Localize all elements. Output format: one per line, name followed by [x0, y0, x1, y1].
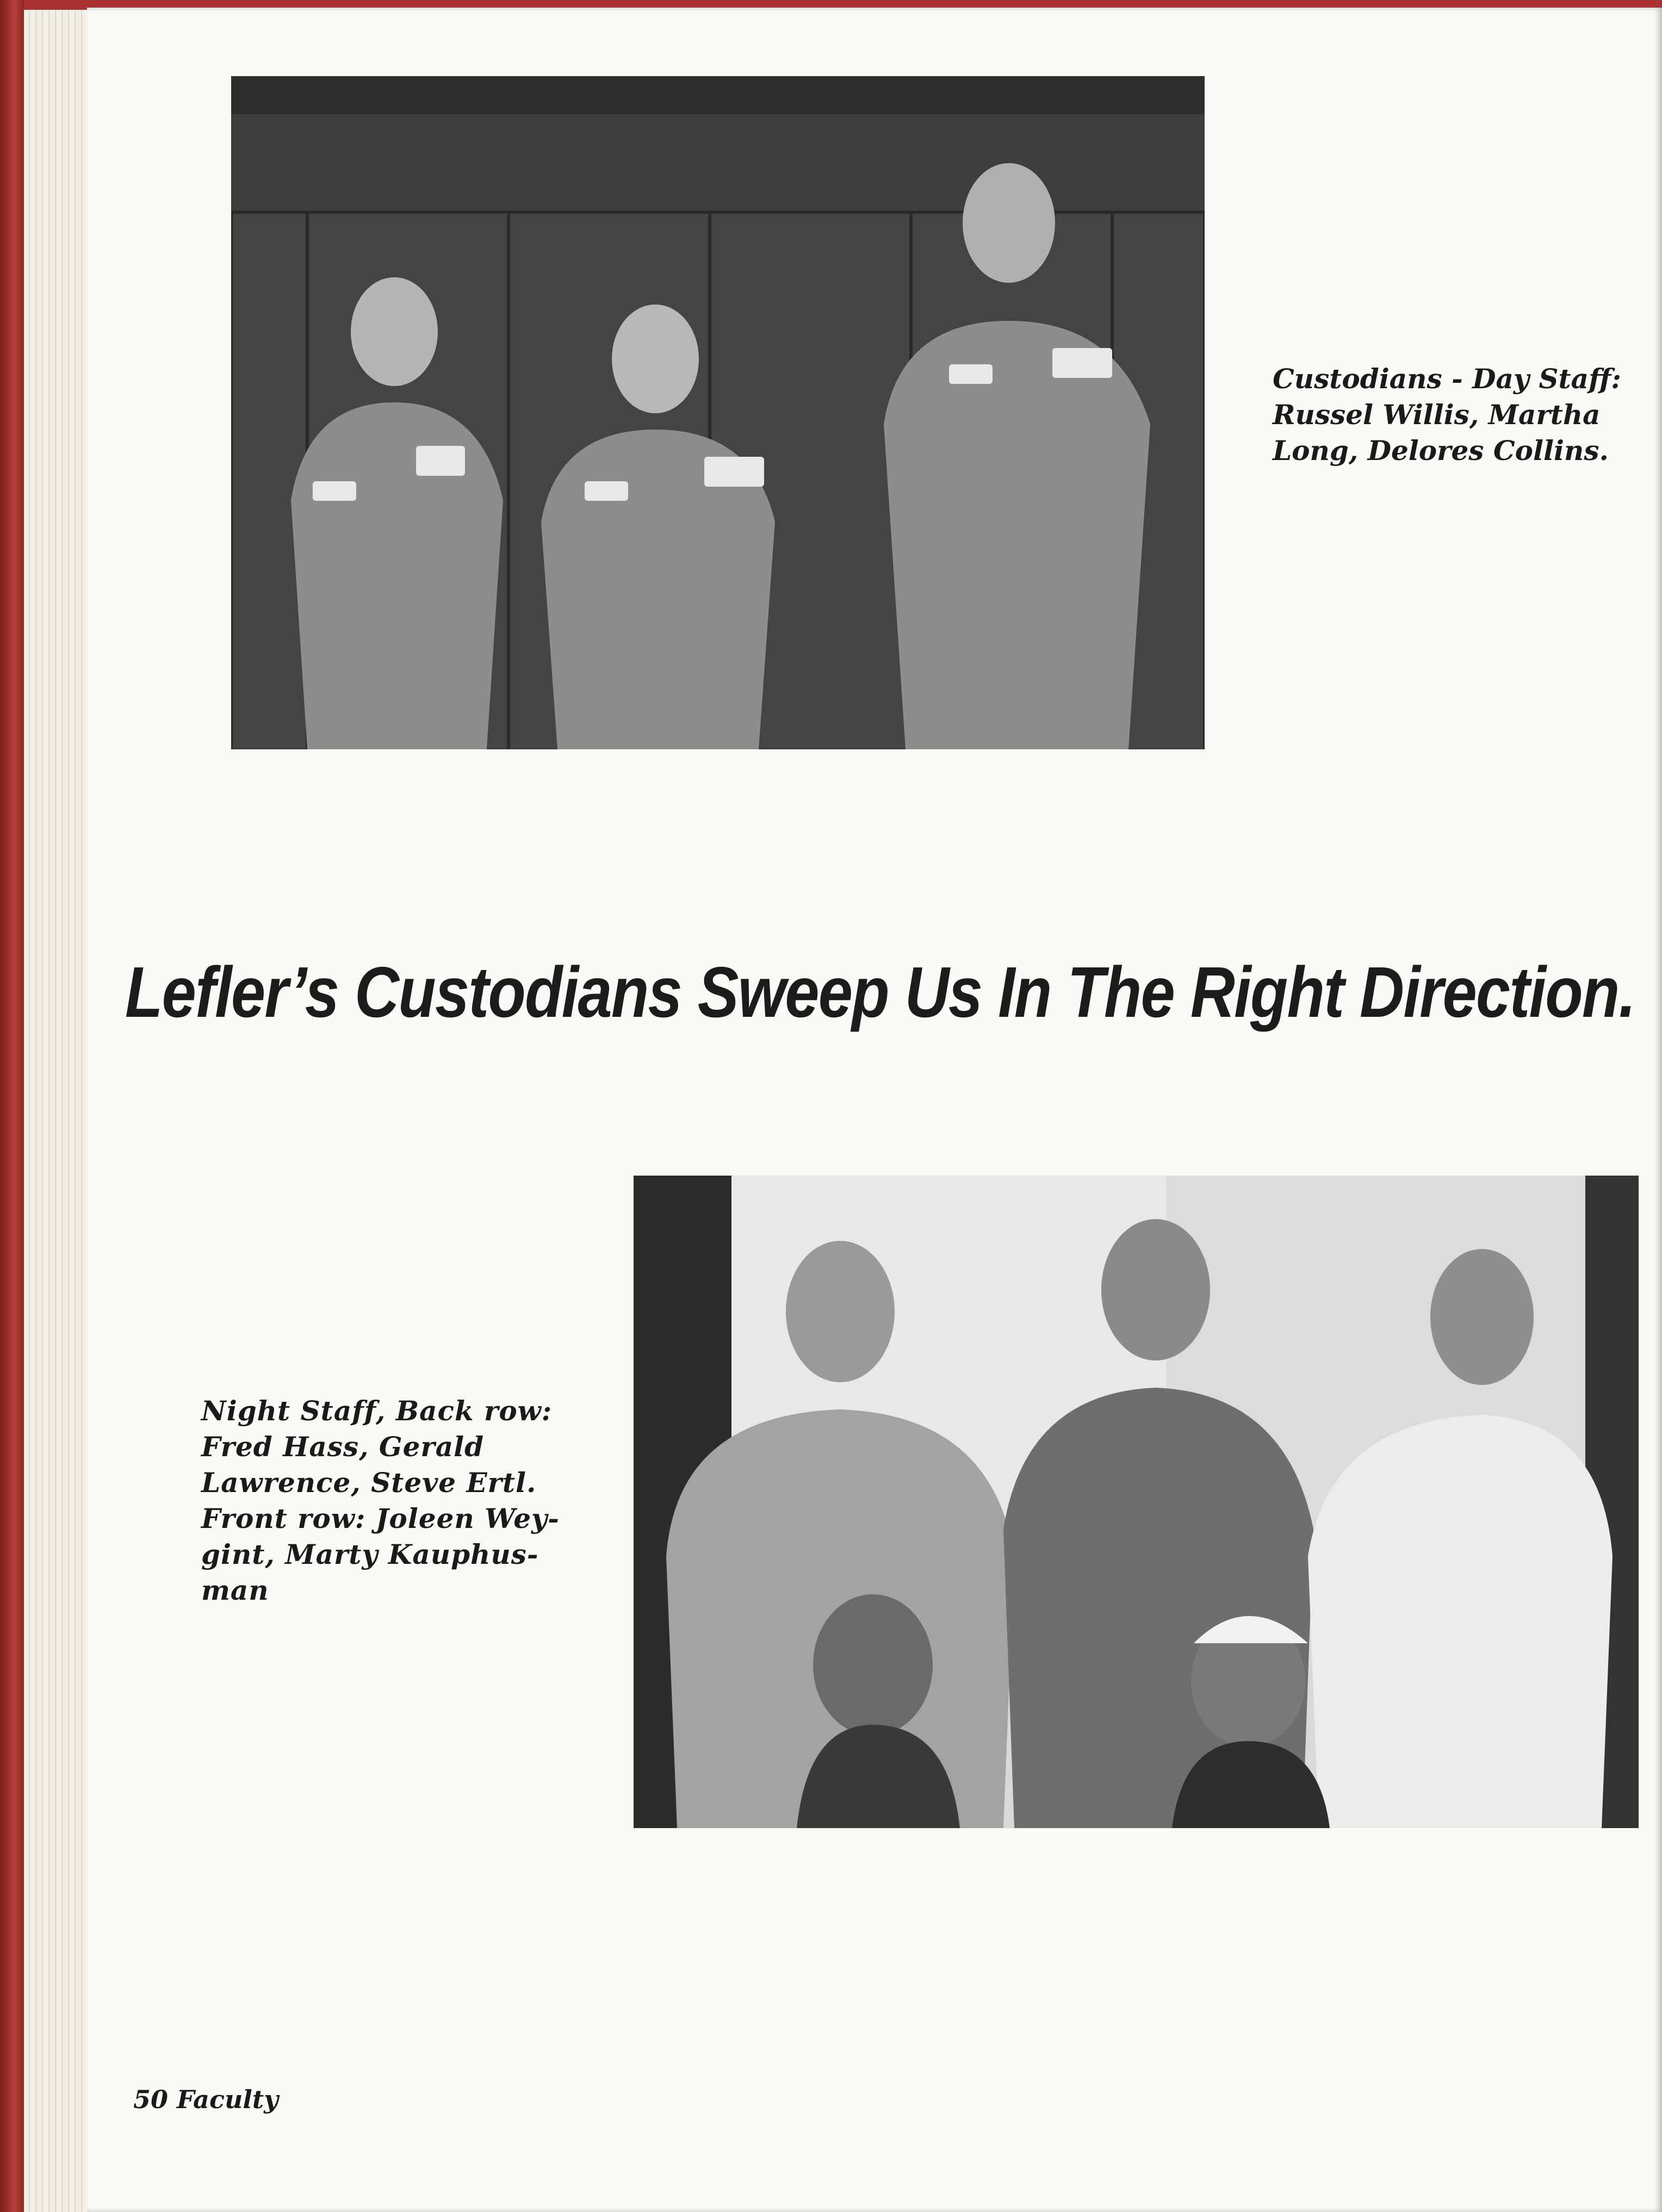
page-folio: 50 Faculty	[133, 2085, 278, 2114]
yearbook-page	[87, 8, 1662, 2212]
page-headline: Lefler’s Custodians Sweep Us In The Right Direction.	[125, 952, 1635, 1032]
book-binding	[0, 0, 24, 2212]
night-staff-caption: Night Staff, Back row: Fred Hass, Gerald Lawrence, Steve Ertl. Front row: Joleen Wey- gint, Marty Kauphus- man	[201, 1395, 560, 1606]
day-staff-photo	[231, 76, 1205, 749]
day-staff-caption: Custodians - Day Staff: Russel Willis, Martha Long, Delores Collins.	[1273, 363, 1621, 467]
night-staff-photo	[634, 1176, 1639, 1828]
